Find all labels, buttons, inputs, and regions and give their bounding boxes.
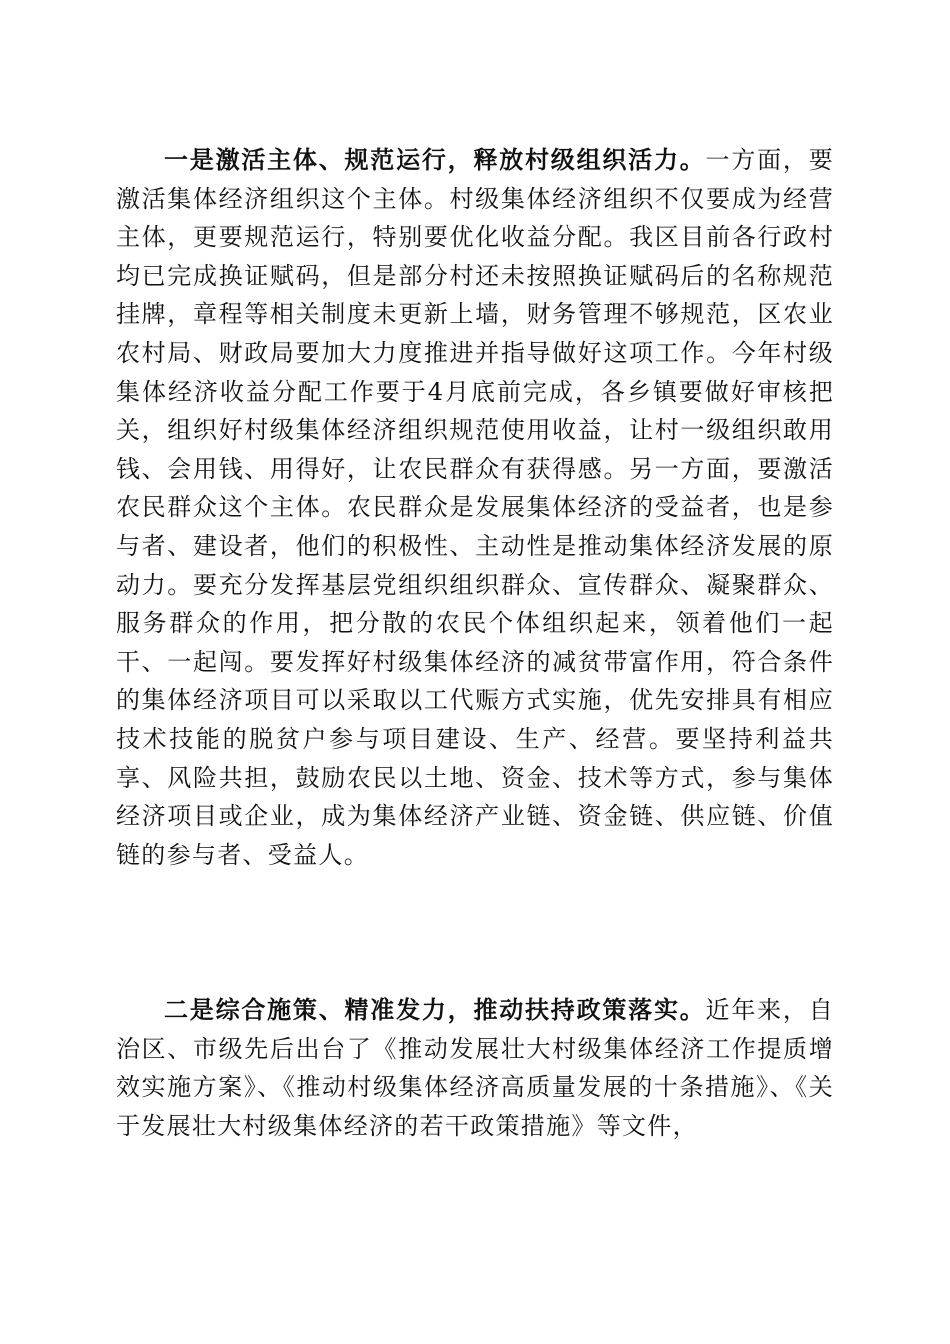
paragraph-1-body: 一方面，要激活集体经济组织这个主体。村级集体经济组织不仅要成为经营主体，更要规范运行，特别要优化收益分配。我区目前各行政村均已完成换证赋码，但是部分村还未按照换证赋码后的名称规范挂牌，章程等相关制度未更新上墙，财务管理不够规范，区农业农村局、财政局要加大力度推进并指导做好这项工作。今年村级集体经济收益分配工作要于4月底前完成，各乡镇要做好审核把关，组织好村级集体经济组织规范使用收益，让村一级组织敢用钱、会用钱、用得好，让农民群众有获得感。另一方面，要激活农民群众这个主体。农民群众是发展集体经济的受益者，也是参与者、建设者，他们的积极性、主动性是推动集体经济发展的原动力。要充分发挥基层党组织组织群众、宣传群众、凝聚群众、服务群众的作用，把分散的农民个体组织起来，领着他们一起干、一起闯。要发挥好村级集体经济的减贫带富作用，符合条件的集体经济项目可以采取以工代赈方式实施，优先安排具有相应技术技能的脱贫户参与项目建设、生产、经营。要坚持利益共享、风险共担，鼓励农民以土地、资金、技术等方式，参与集体经济项目或企业，成为集体经济产业链、资金链、供应链、价值链的参与者、受益人。 bbox=[116, 146, 834, 869]
paragraph-2 bbox=[116, 991, 834, 1145]
paragraph-2-body: 近年来，自治区、市级先后出台了《推动发展壮大村级集体经济工作提质增效实施方案》、《推动村级集体经济高质量发展的十条措施》、《关于发展壮大村级集体经济的若干政策措施》等文件， bbox=[116, 996, 834, 1140]
paragraph-1 bbox=[116, 141, 834, 874]
paragraph-1-lead: 一是激活主体、规范运行，释放村级组织活力。 bbox=[164, 145, 706, 174]
paragraph-1-text bbox=[116, 141, 834, 874]
paragraph-2-text bbox=[116, 991, 834, 1145]
paragraph-2-lead: 二是综合施策、精准发力，推动扶持政策落实。 bbox=[164, 995, 706, 1024]
